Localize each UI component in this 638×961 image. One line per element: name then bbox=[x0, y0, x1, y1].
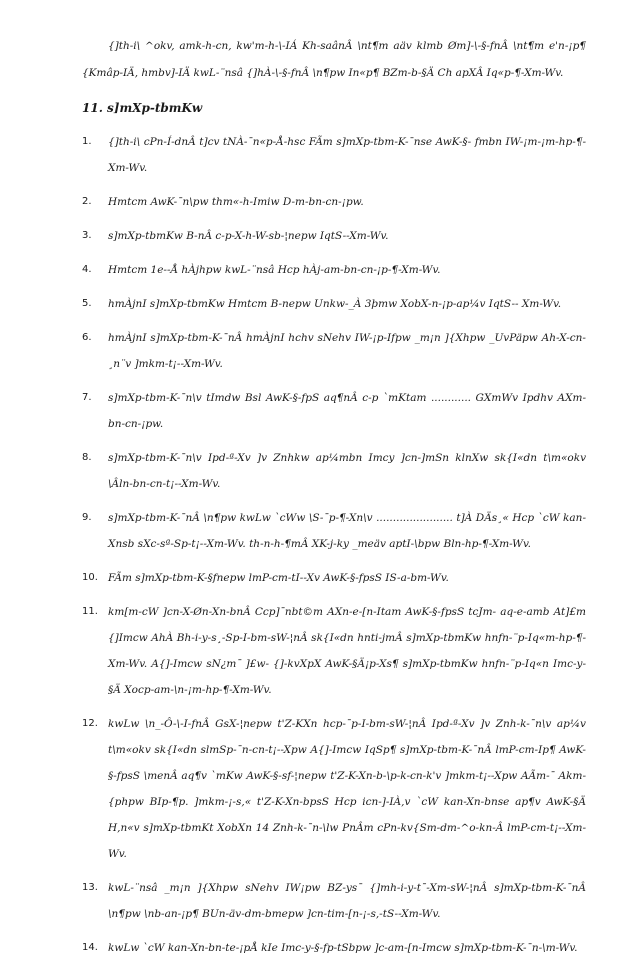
item-text: kwLw \n_-Ô-\-I-fnÂ GsX-¦nepw t'Z-KXn hcp-¯p-I-bm-sW-¦nÂ Ipd-ª-Xv ]v Znh-k-¯n\v ap¼v t\m«okv sk{I«dn slmSp-¯n-cn-t¡--Xpw A{]-Imcw IqSp¶ s]mXp-tbm-K-¯nÂ lmP-cm-Ip¶ AwK-§-fpsS \menÂ aq¶v `mKw AwK-§-sf-¦nepw t'Z-K-Xn-b-\p-k-cn-k'v ]mkm-t¡--Xpw AÃm-¯ Akm-{phpw BIp-¶p. ]mkm-¡-s,« t'Z-K-Xn-bpsS Hcp icn-]-IÀ,v `cW kan-Xn-bnse ap¶v AwK-§Ä H,n«v s]mXp-tbmKt XobXn 14 Znh-k-¯n-\lw PnÂm cPn-kv{Sm-dm-^o-kn-Â lmP-cm-t¡--Xm-Wv. bbox=[108, 718, 586, 860]
item-number: 1. bbox=[82, 136, 92, 147]
list-item bbox=[82, 505, 586, 557]
numbered-list bbox=[82, 129, 586, 961]
list-item bbox=[82, 565, 586, 591]
item-text: kwLw `cW kan-Xn-bn-te-¡pÅ kIe Imc-y-§-fp-tSbpw ]c-am-[n-Imcw s]mXp-tbm-K-¯n-\m-Wv. bbox=[108, 942, 578, 954]
list-item bbox=[82, 223, 586, 249]
list-item bbox=[82, 385, 586, 437]
section-heading: 11. s]mXp-tbmKw bbox=[82, 101, 203, 115]
intro-text: {]th-i\ ^okv, amk-h-cn, kw'm-h-\-IÁ Kh-saânÂ \nt¶m aäv klmb Øm]-\-§-fnÂ \nt¶m e'n-¡p¶ {Kmâp-IÄ, hmbv]-IÄ kwL-¨nsâ {]hÀ-\-§-fnÂ \n¶pw In«p¶ BZm-b-§Ä Ch apXÂ Iq«p-¶-Xm-Wv. bbox=[82, 40, 586, 79]
item-number: 11. bbox=[82, 606, 98, 617]
item-text: hmÀjnI s]mXp-tbm-K-¯nÂ hmÀjnI hchv sNehv IW-¡p-Ifpw _m¡n ]{Xhpw _UvPäpw Ah-X-cn-¸n¨v ]mkm-t¡--Xm-Wv. bbox=[108, 332, 586, 370]
item-number: 13. bbox=[82, 882, 98, 893]
item-number: 12. bbox=[82, 718, 98, 729]
item-text: kwL-¨nsâ _m¡n ]{Xhpw sNehv IW¡pw BZ-ys¯ {]mh-i-y-t¯-Xm-sW-¦nÂ s]mXp-tbm-K-¯nÂ \n¶pw \nb-an-¡p¶ BUn-äv-dm-bmepw ]cn-tim-[n-¡-s,-tS--Xm-Wv. bbox=[108, 882, 586, 920]
list-item bbox=[82, 291, 586, 317]
item-number: 4. bbox=[82, 264, 92, 275]
item-text: {]th-i\ cPn-Í-dnÂ t]cv tNÀ-¯n«p-Å-hsc FÃm s]mXp-tbm-K-¯nse AwK-§- fmbn IW-¡m-¡m-hp-¶-Xm-Wv. bbox=[108, 136, 586, 174]
list-item bbox=[82, 935, 586, 961]
list-item bbox=[82, 445, 586, 497]
item-text: s]mXp-tbm-K-¯n\v Ipd-ª-Xv ]v Znhkw ap¼mbn Imcy ]cn-]mSn klnXw sk{I«dn t\m«okv \Âln-bn-cn-t¡--Xm-Wv. bbox=[108, 452, 586, 490]
item-number: 2. bbox=[82, 196, 92, 207]
item-text: Hmtcm 1e--Å hÀjhpw kwL-¨nsâ Hcp hÀj-am-bn-cn-¡p-¶-Xm-Wv. bbox=[108, 264, 441, 276]
list-item bbox=[82, 325, 586, 377]
list-item bbox=[82, 189, 586, 215]
list-item bbox=[82, 599, 586, 703]
list-item bbox=[82, 875, 586, 927]
item-text: km[m-cW ]cn-X-Øn-Xn-bnÂ Ccp]¯nbt©m AXn-e-[n-Itam AwK-§-fpsS tcJm- aq-e-amb At]£m {]Imcw AhÀ Bh-i-y-s¸-Sp-I-bm-sW-¦nÂ sk{I«dn hnti-jmÂ s]mXp-tbmKw hnfn-¨p-Iq«m-hp-¶-Xm-Wv. A{]-Imcw sN¿m¯ ]£w- {]-kvXpX AwK-§Ä¡p-Xs¶ s]mXp-tbmKw hnfn-¨p-Iq«n Imc-y-§Ä Xocp-am-\n-¡m-hp-¶-Xm-Wv. bbox=[108, 606, 586, 696]
item-text: s]mXp-tbm-K-¯nÂ \n¶pw kwLw `cWw \S-¯p-¶-Xn\v ....................... t]À DÄs¸« Hcp `cW kan-Xnsb sXc-sª-Sp-t¡--Xm-Wv. th-n-h-¶mÂ XK-j-ky _meäv aptI-\bpw Bln-hp-¶-Xm-Wv. bbox=[108, 512, 586, 550]
list-item bbox=[82, 257, 586, 283]
intro-paragraph bbox=[82, 33, 586, 87]
item-number: 9. bbox=[82, 512, 92, 523]
item-number: 6. bbox=[82, 332, 92, 343]
item-number: 14. bbox=[82, 942, 98, 953]
item-number: 10. bbox=[82, 572, 98, 583]
item-text: s]mXp-tbm-K-¯n\v tImdw Bsl AwK-§-fpS aq¶nÂ c-p `mKtam ............ GXmWv Ipdhv AXm-bn-cn-¡pw. bbox=[108, 392, 586, 430]
list-item bbox=[82, 711, 586, 867]
item-text: s]mXp-tbmKw B-nÂ c-p-X-h-W-sb-¦nepw IqtS--Xm-Wv. bbox=[108, 230, 389, 242]
item-text: FÃm s]mXp-tbm-K-§fnepw lmP-cm-tI--Xv AwK-§-fpsS IS-a-bm-Wv. bbox=[108, 572, 449, 584]
item-number: 7. bbox=[82, 392, 92, 403]
item-number: 5. bbox=[82, 298, 92, 309]
item-text: hmÀjnI s]mXp-tbmKw Hmtcm B-nepw Unkw-_À 3þmw XobX-n-¡p-ap¼v IqtS-- Xm-Wv. bbox=[108, 298, 562, 310]
list-item bbox=[82, 129, 586, 181]
item-number: 8. bbox=[82, 452, 92, 463]
item-text: Hmtcm AwK-¯n\pw thm«-h-Imiw D-m-bn-cn-¡pw. bbox=[108, 196, 364, 208]
item-number: 3. bbox=[82, 230, 92, 241]
